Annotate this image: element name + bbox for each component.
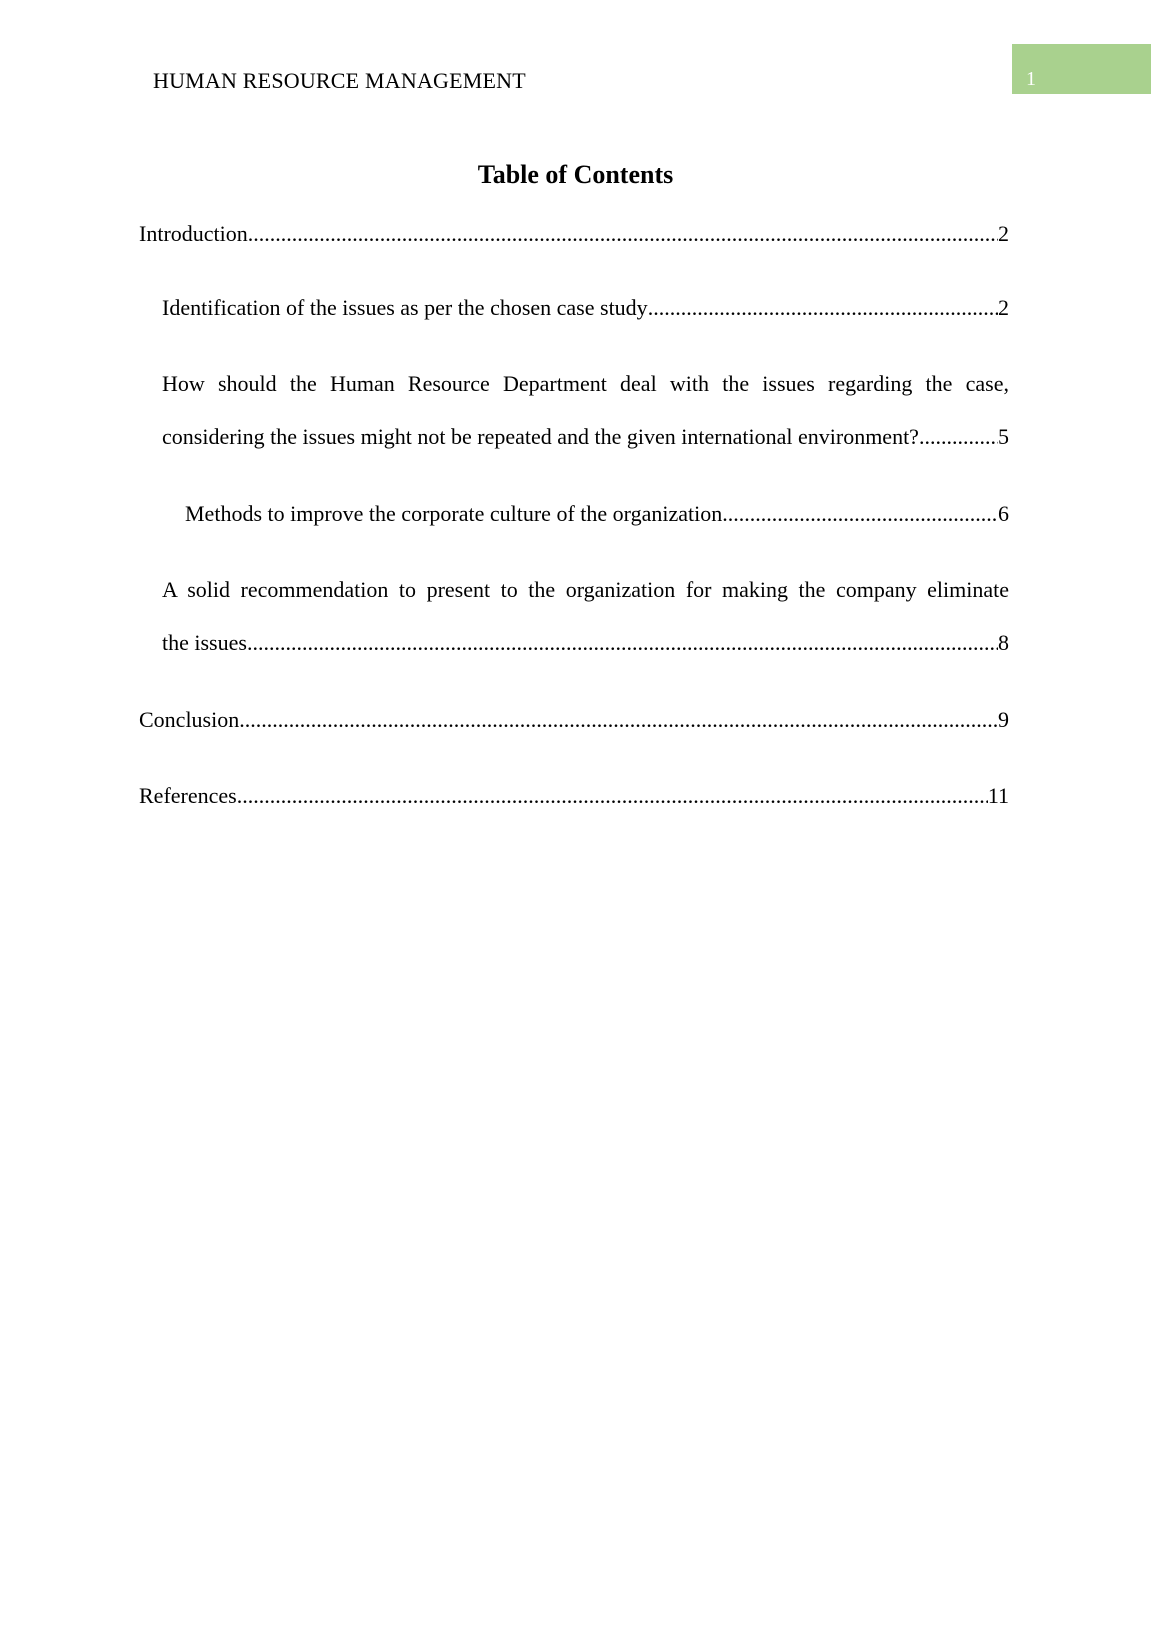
toc-dot-leader <box>239 693 998 746</box>
toc-entry-hr-dealing[interactable] <box>162 357 1009 463</box>
toc-dot-leader <box>722 487 998 540</box>
toc-entry-label: Introduction <box>139 221 248 246</box>
toc-entry-methods[interactable] <box>185 487 1009 540</box>
toc-entry-label: References <box>139 783 237 808</box>
toc-entry-label-line2: considering the issues might not be repeated and the given international environment? <box>162 424 919 449</box>
toc-entry-label-line2: the issues <box>162 630 247 655</box>
running-header-title: HUMAN RESOURCE MANAGEMENT <box>153 68 526 93</box>
toc-entry-conclusion[interactable] <box>139 693 1009 746</box>
toc-dot-leader <box>247 616 998 669</box>
toc-entry-page: 2 <box>998 221 1009 246</box>
toc-dot-leader <box>248 207 998 260</box>
toc-entry-page: 8 <box>998 630 1009 655</box>
toc-entry-label-line1: A solid recommendation to present to the organization for making the company eliminate <box>162 577 1009 602</box>
toc-entry-label: Identification of the issues as per the chosen case study <box>162 295 648 320</box>
page-number-badge <box>1012 44 1151 94</box>
toc-entry-label-line1: How should the Human Resource Department deal with the issues regarding the case, <box>162 371 1009 396</box>
toc-entry-page: 2 <box>998 295 1009 320</box>
toc-entry-page: 6 <box>998 501 1009 526</box>
toc-entry-label: Conclusion <box>139 707 240 732</box>
toc-entry-page: 5 <box>998 424 1009 449</box>
toc-dot-leader <box>237 769 988 822</box>
toc-entry-label: Methods to improve the corporate culture of the organization <box>185 501 723 526</box>
toc-dot-leader <box>648 281 998 334</box>
toc-entry-recommendation[interactable] <box>162 563 1009 669</box>
toc-entry-introduction[interactable] <box>139 207 1009 260</box>
page-number: 1 <box>1026 68 1036 90</box>
toc-dot-leader <box>919 410 998 463</box>
toc-entry-references[interactable] <box>139 769 1009 822</box>
toc-entry-page: 9 <box>998 707 1009 732</box>
toc-heading: Table of Contents <box>477 160 674 189</box>
toc-entry-page: 11 <box>987 783 1009 808</box>
toc-entry-identification[interactable] <box>162 281 1009 334</box>
